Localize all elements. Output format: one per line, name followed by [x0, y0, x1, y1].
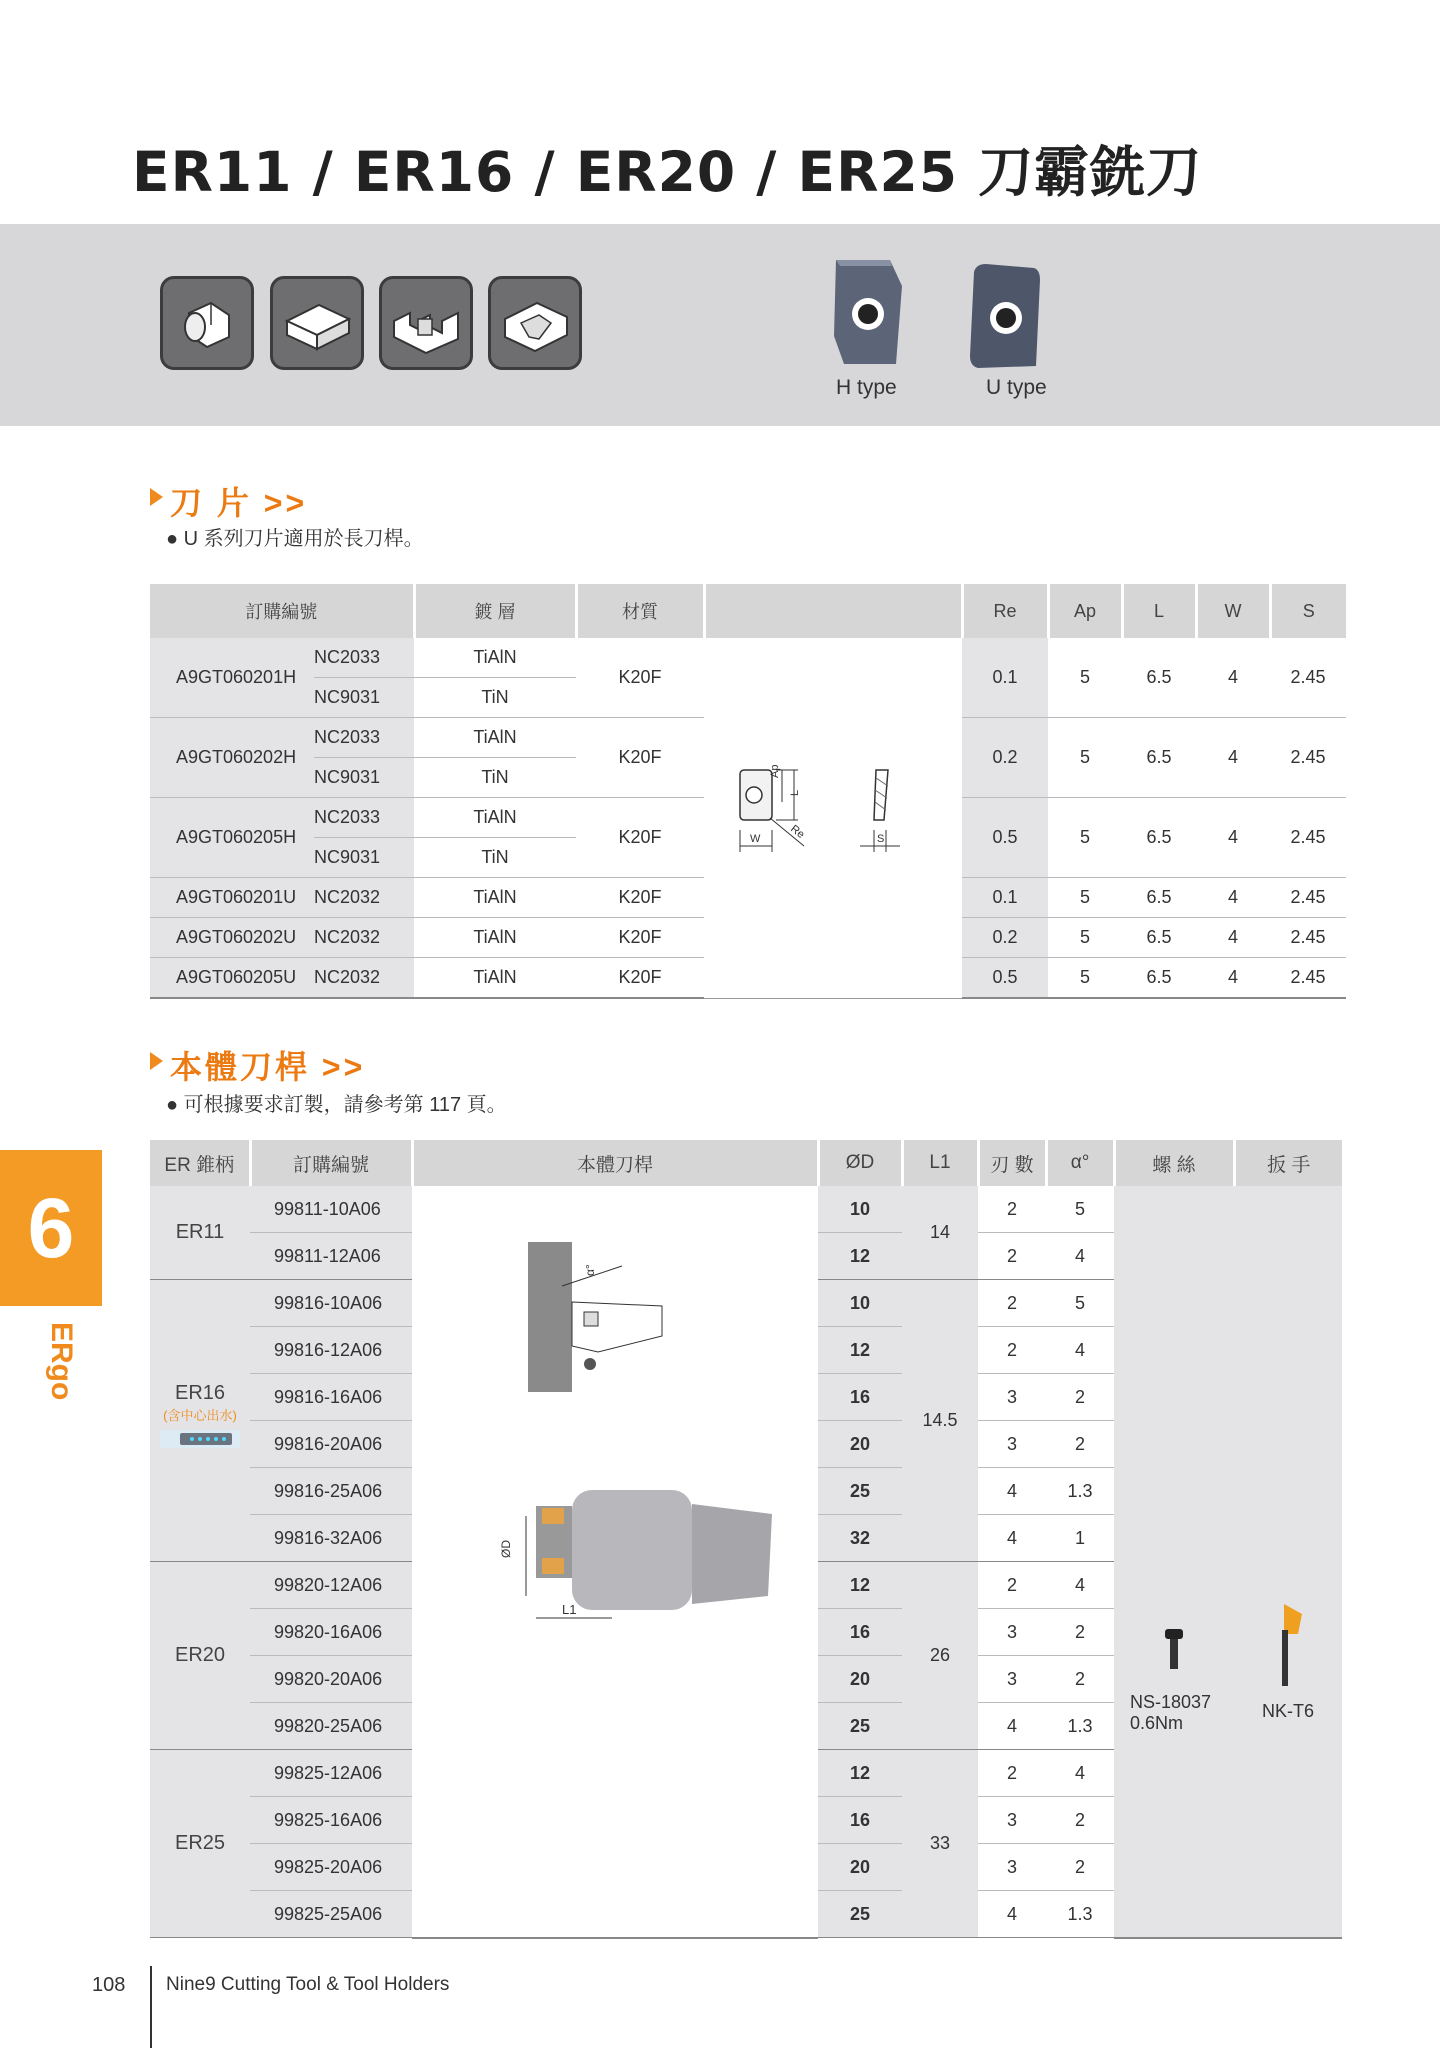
col-coating: 鍍 層	[414, 584, 576, 638]
body-section-title: 本體刀桿 >>	[170, 1049, 366, 1085]
material: K20F	[576, 798, 704, 878]
label-l1: L1	[562, 1602, 577, 1617]
value-ap: 5	[1048, 918, 1122, 958]
label-re: Re	[788, 822, 807, 841]
table-row	[150, 638, 1346, 678]
col-order-code: 訂購編號	[250, 1140, 412, 1186]
er-holder-cell	[150, 1750, 250, 1938]
value-w: 4	[1196, 918, 1270, 958]
value-alpha: 2	[1046, 1844, 1114, 1891]
value-ap: 5	[1048, 878, 1122, 918]
value-d: 12	[818, 1327, 902, 1374]
coolant-note: (含中心出水)	[163, 1408, 237, 1423]
value-alpha: 4	[1046, 1233, 1114, 1280]
wrench-icon	[1234, 1600, 1342, 1695]
face-milling-icon	[160, 276, 254, 370]
order-code: 99825-12A06	[250, 1750, 412, 1797]
label-ap: Ap	[769, 764, 781, 778]
value-d: 12	[818, 1562, 902, 1609]
value-d: 10	[818, 1186, 902, 1233]
chapter-number-tab: 6	[0, 1150, 102, 1306]
body-note: ● 可根據要求訂製，請參考第 117 頁。	[166, 1094, 507, 1116]
value-w: 4	[1196, 638, 1270, 718]
value-flutes: 3	[978, 1656, 1046, 1703]
value-re: 0.1	[962, 878, 1048, 918]
value-flutes: 3	[978, 1374, 1046, 1421]
col-screw: 螺 絲	[1114, 1140, 1234, 1186]
value-flutes: 2	[978, 1750, 1046, 1797]
value-d: 25	[818, 1468, 902, 1515]
col-body: 本體刀桿	[412, 1140, 818, 1186]
order-code: 99825-16A06	[250, 1797, 412, 1844]
shoulder-milling-icon	[270, 276, 364, 370]
value-l1: 33	[902, 1750, 978, 1938]
u-type-label: U type	[986, 376, 1047, 399]
value-flutes: 4	[978, 1515, 1046, 1562]
value-l: 6.5	[1122, 718, 1196, 798]
value-l: 6.5	[1122, 878, 1196, 918]
col-er: ER 錐柄	[150, 1140, 250, 1186]
order-code: A9GT060202H	[150, 718, 314, 798]
section-arrow-icon	[150, 488, 163, 506]
er-label: ER25	[174, 1832, 226, 1854]
value-flutes: 3	[978, 1797, 1046, 1844]
value-ap: 5	[1048, 638, 1122, 718]
label-l: L	[789, 789, 801, 796]
order-code: A9GT060201H	[150, 638, 314, 718]
value-ap: 5	[1048, 718, 1122, 798]
coating: TiAlN	[414, 798, 576, 838]
value-d: 20	[818, 1421, 902, 1468]
footer-divider	[150, 1966, 152, 2048]
grade: NC2032	[314, 918, 414, 958]
order-code: 99820-12A06	[250, 1562, 412, 1609]
value-flutes: 2	[978, 1280, 1046, 1327]
col-s: S	[1270, 584, 1346, 638]
label-alpha: α°	[583, 1264, 597, 1276]
er-label: ER11	[175, 1221, 225, 1243]
col-d: ØD	[818, 1140, 902, 1186]
col-wrench: 扳 手	[1234, 1140, 1342, 1186]
wrench-cell	[1234, 1186, 1342, 1938]
value-alpha: 1	[1046, 1515, 1114, 1562]
order-code: 99820-25A06	[250, 1703, 412, 1750]
material: K20F	[576, 638, 704, 718]
value-d: 10	[818, 1280, 902, 1327]
er-holder-cell	[150, 1186, 250, 1280]
wrench-name: NK-T6	[1261, 1701, 1314, 1722]
coating: TiAlN	[414, 878, 576, 918]
order-code: 99825-20A06	[250, 1844, 412, 1891]
value-flutes: 4	[978, 1468, 1046, 1515]
insert-dimension-diagram	[704, 638, 962, 998]
grade: NC9031	[314, 678, 414, 718]
grade: NC2033	[314, 798, 414, 838]
order-code: A9GT060201U	[150, 878, 314, 918]
value-ap: 5	[1048, 958, 1122, 999]
value-s: 2.45	[1270, 718, 1346, 798]
col-l1: L1	[902, 1140, 978, 1186]
col-w: W	[1196, 584, 1270, 638]
value-re: 0.2	[962, 718, 1048, 798]
footer-brand: Nine9 Cutting Tool & Tool Holders	[166, 1974, 450, 1995]
value-w: 4	[1196, 718, 1270, 798]
value-flutes: 2	[978, 1186, 1046, 1233]
value-d: 16	[818, 1374, 902, 1421]
col-diagram	[704, 584, 962, 638]
value-re: 0.2	[962, 918, 1048, 958]
value-alpha: 2	[1046, 1609, 1114, 1656]
value-l: 6.5	[1122, 798, 1196, 878]
value-flutes: 3	[978, 1844, 1046, 1891]
order-code: 99816-10A06	[250, 1280, 412, 1327]
value-alpha: 2	[1046, 1374, 1114, 1421]
grade: NC2033	[314, 638, 414, 678]
value-s: 2.45	[1270, 918, 1346, 958]
value-l: 6.5	[1122, 958, 1196, 999]
value-l1: 14	[902, 1186, 978, 1280]
er-label: ER20	[174, 1644, 226, 1666]
value-flutes: 2	[978, 1327, 1046, 1374]
screw-cell	[1114, 1186, 1234, 1938]
col-l: L	[1122, 584, 1196, 638]
value-flutes: 3	[978, 1421, 1046, 1468]
value-flutes: 3	[978, 1609, 1046, 1656]
col-material: 材質	[576, 584, 704, 638]
er-label: ER16	[174, 1382, 226, 1404]
body-table	[150, 1140, 1342, 1939]
er-holder-cell	[150, 1280, 250, 1562]
order-code: 99811-12A06	[250, 1233, 412, 1280]
coating: TiAlN	[414, 718, 576, 758]
value-l: 6.5	[1122, 638, 1196, 718]
col-order-code: 訂購編號	[150, 584, 414, 638]
value-s: 2.45	[1270, 798, 1346, 878]
pocket-milling-icon	[488, 276, 582, 370]
grade: NC9031	[314, 838, 414, 878]
slot-milling-icon	[379, 276, 473, 370]
page-title: ER11 / ER16 / ER20 / ER25 刀霸銑刀	[132, 140, 1203, 204]
order-code: 99820-20A06	[250, 1656, 412, 1703]
value-alpha: 4	[1046, 1327, 1114, 1374]
order-code: 99816-20A06	[250, 1421, 412, 1468]
inserts-table	[150, 584, 1346, 999]
chapter-label: ERgo	[45, 1322, 78, 1401]
value-flutes: 4	[978, 1703, 1046, 1750]
value-w: 4	[1196, 798, 1270, 878]
grade: NC2033	[314, 718, 414, 758]
value-d: 16	[818, 1609, 902, 1656]
grade: NC2032	[314, 958, 414, 999]
col-flutes: 刃 數	[978, 1140, 1046, 1186]
value-flutes: 4	[978, 1891, 1046, 1938]
value-d: 25	[818, 1891, 902, 1938]
value-alpha: 1.3	[1046, 1703, 1114, 1750]
value-alpha: 1.3	[1046, 1468, 1114, 1515]
value-d: 20	[818, 1844, 902, 1891]
h-type-insert-image	[830, 256, 906, 368]
order-code: 99820-16A06	[250, 1609, 412, 1656]
col-re: Re	[962, 584, 1048, 638]
body-holder-diagram	[412, 1186, 818, 1938]
value-d: 16	[818, 1797, 902, 1844]
value-flutes: 2	[978, 1233, 1046, 1280]
coolant-icon	[150, 1424, 250, 1459]
value-alpha: 1.3	[1046, 1891, 1114, 1938]
value-ap: 5	[1048, 798, 1122, 878]
value-l1: 26	[902, 1562, 978, 1750]
value-w: 4	[1196, 878, 1270, 918]
order-code: 99816-32A06	[250, 1515, 412, 1562]
h-type-label: H type	[836, 376, 897, 399]
value-d: 12	[818, 1233, 902, 1280]
value-alpha: 2	[1046, 1797, 1114, 1844]
col-ap: Ap	[1048, 584, 1122, 638]
value-alpha: 4	[1046, 1750, 1114, 1797]
value-s: 2.45	[1270, 878, 1346, 918]
value-l1: 14.5	[902, 1280, 978, 1562]
col-alpha: α°	[1046, 1140, 1114, 1186]
screw-name: NS-18037	[1130, 1691, 1212, 1712]
value-alpha: 5	[1046, 1186, 1114, 1233]
value-re: 0.5	[962, 798, 1048, 878]
er-holder-cell	[150, 1562, 250, 1750]
order-code: 99816-16A06	[250, 1374, 412, 1421]
screw-torque: 0.6Nm	[1130, 1712, 1184, 1733]
screw-icon	[1114, 1629, 1234, 1678]
value-d: 25	[818, 1703, 902, 1750]
order-code: A9GT060205H	[150, 798, 314, 878]
material: K20F	[576, 958, 704, 999]
label-w: W	[750, 832, 761, 845]
coating: TiN	[414, 838, 576, 878]
value-d: 20	[818, 1656, 902, 1703]
value-d: 32	[818, 1515, 902, 1562]
order-code: 99825-25A06	[250, 1891, 412, 1938]
section-arrow-icon	[150, 1052, 163, 1070]
value-alpha: 2	[1046, 1421, 1114, 1468]
value-l: 6.5	[1122, 918, 1196, 958]
material: K20F	[576, 918, 704, 958]
grade: NC9031	[314, 758, 414, 798]
material: K20F	[576, 878, 704, 918]
u-type-insert-image	[966, 262, 1042, 374]
order-code: 99811-10A06	[250, 1186, 412, 1233]
value-alpha: 5	[1046, 1280, 1114, 1327]
value-flutes: 2	[978, 1562, 1046, 1609]
order-code: 99816-25A06	[250, 1468, 412, 1515]
value-alpha: 2	[1046, 1656, 1114, 1703]
value-re: 0.5	[962, 958, 1048, 999]
coating: TiN	[414, 758, 576, 798]
coating: TiAlN	[414, 638, 576, 678]
label-s: S	[877, 832, 885, 845]
value-s: 2.45	[1270, 958, 1346, 999]
page-number: 108	[92, 1974, 126, 1996]
inserts-section-title: 刀 片 >>	[170, 485, 308, 521]
coating: TiAlN	[414, 958, 576, 999]
value-w: 4	[1196, 958, 1270, 999]
table-row	[150, 1186, 1342, 1233]
value-alpha: 4	[1046, 1562, 1114, 1609]
order-code: A9GT060205U	[150, 958, 314, 999]
value-s: 2.45	[1270, 638, 1346, 718]
coating: TiN	[414, 678, 576, 718]
order-code: 99816-12A06	[250, 1327, 412, 1374]
label-d: ØD	[499, 1540, 513, 1558]
order-code: A9GT060202U	[150, 918, 314, 958]
material: K20F	[576, 718, 704, 798]
grade: NC2032	[314, 878, 414, 918]
inserts-note: ● U 系列刀片適用於長刀桿。	[166, 528, 424, 550]
value-re: 0.1	[962, 638, 1048, 718]
value-d: 12	[818, 1750, 902, 1797]
coating: TiAlN	[414, 918, 576, 958]
